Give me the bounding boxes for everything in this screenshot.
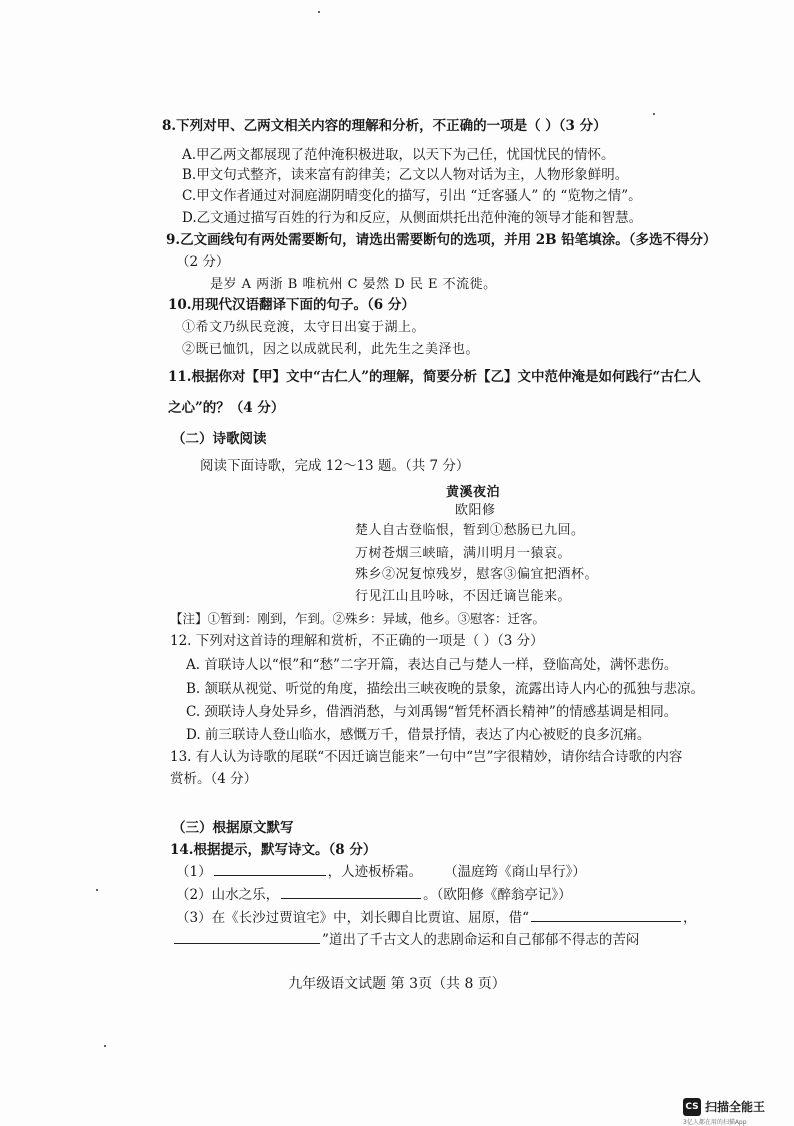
q13-line-2: 赏析。（4 分） [170,771,258,787]
q14-stem: 14.根据提示，默写诗文。（8 分） [170,842,377,858]
q11-line-1: 11.根据你对【甲】文中“古仁人”的理解，简要分析【乙】文中范仲淹是如何践行“古仁人 [168,369,701,385]
camscanner-tagline: 3亿人都在用的扫描App [683,1119,747,1126]
q14-item-1-answer-blank[interactable] [214,861,326,876]
scanner-watermark [683,1098,793,1124]
scan-speck [96,889,98,891]
poem-line-3: 殊乡②况复惊残岁，慰客③偏宜把酒杯。 [355,567,599,582]
q9-stem: 9.乙文画线句有两处需要断句，请选出需要断句的选项，并用 2B 铅笔填涂。（多选不得分） [166,232,717,248]
q10-item-2: ②既已恤饥，因之以成就民利，此先生之美泽也。 [182,342,480,357]
q14-item-1-source: （温庭筠《商山早行》） [444,864,586,880]
q8-option-a: A.甲乙两文都展现了范仲淹积极进取，以天下为己任，忧国忧民的情怀。 [182,147,615,163]
q14-item-3-comma: ， [683,910,697,926]
q14-item-1-prefix: （1） [176,864,212,880]
q8-option-b: B.甲文句式整齐，读来富有韵律美；乙文以人物对话为主，人物形象鲜明。 [182,167,629,183]
poem-line-4: 行见江山且吟咏，不因迁谪岂能来。 [355,589,572,604]
q12-option-a: A. 首联诗人以“恨”和“愁”二字开篇，表达自己与楚人一样，登临高处，满怀悲伤。 [186,657,678,673]
q8-option-d: D.乙文通过描写百姓的行为和反应，从侧面烘托出范仲淹的领导才能和智慧。 [182,210,643,226]
scan-speck [318,11,320,13]
q14-item-2-prefix: （2）山水之乐， [176,887,280,903]
q14-item-1-text: ，人迹板桥霜。 [327,864,423,880]
section3-heading: （三）根据原文默写 [172,820,294,836]
poem-line-1: 楚人自古登临恨，暂到①愁肠已九回。 [355,523,585,538]
scan-speck [653,113,655,115]
section2-intro: 阅读下面诗歌，完成 12～13 题。（共 7 分） [200,458,470,474]
section2-heading: （二）诗歌阅读 [172,431,267,447]
q9-score: （2 分） [176,254,230,270]
q14-item-3-answer-blank-2[interactable] [174,929,320,944]
q14-item-2-source: 。（欧阳修《醉翁亭记》） [423,887,572,903]
q14-item-3-line-2 [172,929,639,949]
q10-stem: 10.用现代汉语翻译下面的句子。（6 分） [168,297,415,313]
scan-speck [104,1045,106,1047]
q14-item-3-line-1 [176,907,697,927]
q11-line-2: 之心”的？（4 分） [168,400,285,416]
camscanner-logo-icon: CS [683,1098,701,1116]
camscanner-name: 扫描全能王 [705,1100,766,1114]
poem-author: 欧阳修 [455,503,496,518]
q14-item-3-tail: ”道出了千古文人的悲剧命运和自己郁郁不得志的苦闷 [322,932,640,948]
q10-item-1: ①希文乃纵民竞渡，太守日出宴于湖上。 [182,320,426,335]
poem-line-2: 万树苍烟三峡暗，满川明月一猿哀。 [355,546,572,561]
poem-note: 【注】①暂到：刚到，乍到。②殊乡：异域，他乡。③慰客：迁客。 [170,611,546,626]
page-footer: 九年级语文试题 第 3页（共 8 页） [288,976,506,992]
q14-item-1 [176,861,586,881]
q14-item-3-answer-blank-1[interactable] [531,907,681,922]
q12-option-b: B. 颔联从视觉、听觉的角度，描绘出三峡夜晚的景象，流露出诗人内心的孤独与悲凉。 [186,681,705,697]
q13-line-1: 13. 有人认为诗歌的尾联“不因迁谪岂能来”一句中“岂”字很精妙，请你结合诗歌的内容 [170,749,683,765]
q14-item-3-text: （3）在《长沙过贾谊宅》中，刘长卿自比贾谊、屈原，借“ [176,910,529,926]
q14-item-2-answer-blank[interactable] [281,884,421,899]
q12-stem: 12. 下列对这首诗的理解和赏析，不正确的一项是（ ）（3 分） [170,633,544,649]
poem-title: 黄溪夜泊 [446,485,501,500]
q8-option-c: C.甲文作者通过对洞庭湖阴晴变化的描写，引出 “迁客骚人” 的 “览物之情”。 [182,188,642,204]
q12-option-c: C. 颈联诗人身处异乡，借酒消愁，与刘禹锡“暂凭杯酒长精神”的情感基调是相同。 [186,704,678,720]
q12-option-d: D. 前三联诗人登山临水，感慨万千，借景抒情，表达了内心被贬的良多沉痛。 [186,727,651,743]
q9-sentence: 是岁 A 两浙 B 唯杭州 C 晏然 D 民 E 不流徙。 [210,277,497,292]
q14-item-2 [176,884,572,904]
q8-stem: 8.下列对甲、乙两文相关内容的理解和分析，不正确的一项是（ ）（3 分） [162,118,607,134]
